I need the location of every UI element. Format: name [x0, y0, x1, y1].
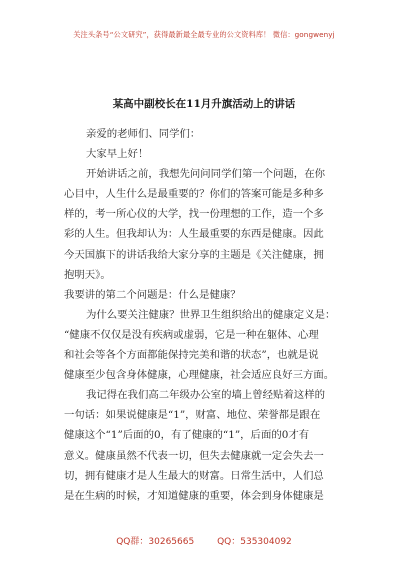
footer-contact — [0, 534, 408, 547]
paragraph-line: 我记得在我们高二年级办公室的墙上曾经贴着这样的 — [86, 389, 325, 402]
paragraph-line: 健康这个“1”后面的0，有了健康的“1”，后面的0才有 — [64, 429, 310, 442]
paragraph-line: 我要讲的第二个问题是：什么是健康？ — [64, 288, 241, 301]
paragraph-line: 彩的人生。但我却认为：人生最重要的东西是健康。因此 — [64, 228, 324, 241]
salutation-line: 亲爱的老师们、同学们： — [86, 128, 201, 140]
header-banner: 关注头条号“公文研究”，获得最新最全最专业的公文资料库！ 微信：gongwenyj — [73, 30, 335, 39]
paragraph-line: 今天国旗下的讲话我给大家分享的主题是《关注健康，拥 — [64, 248, 324, 261]
paragraph-line: 意义。健康虽然不代表一切，但失去健康就一定会失去一 — [64, 449, 324, 462]
paragraph-line: 是在生病的时候，才知道健康的重要，体会到身体健康是 — [64, 489, 324, 502]
paragraph-line: 心目中，人生什么是最重要的？你们的答案可能是多种多 — [64, 188, 324, 201]
paragraph-line: “健康不仅仅是没有疾病或虚弱，它是一种在躯体、心理 — [64, 328, 319, 341]
paragraph-line: 抱明天》。 — [64, 268, 111, 281]
paragraph-line: 切，拥有健康才是人生最大的财富。日常生活中，人们总 — [64, 469, 324, 482]
paragraph-line: 和社会等各个方面都能保持完美和谐的状态”，也就是说 — [64, 349, 319, 362]
footer-qq: QQ：535304092 — [217, 537, 292, 547]
paragraph-line: 样的，考一所心仪的大学，找一份理想的工作，造一个多 — [64, 208, 324, 221]
footer-qq-group: QQ群：30265665 — [116, 537, 195, 547]
document-body — [64, 124, 354, 506]
paragraph-line: 健康至少包含身体健康，心理健康，社会适应良好三方面。 — [64, 369, 335, 382]
paragraph-line: 开始讲话之前，我想先问问同学们第一个问题，在你 — [86, 168, 325, 181]
paragraph-line: 一句话：如果说健康是“1”，财富、地位、荣誉都是跟在 — [64, 409, 321, 422]
greeting-line: 大家早上好！ — [86, 148, 149, 161]
document-title: 某高中副校长在11月升旗活动上的讲话 — [112, 98, 296, 110]
paragraph-line: 为什么要关注健康？世界卫生组织给出的健康定义是： — [86, 308, 336, 321]
